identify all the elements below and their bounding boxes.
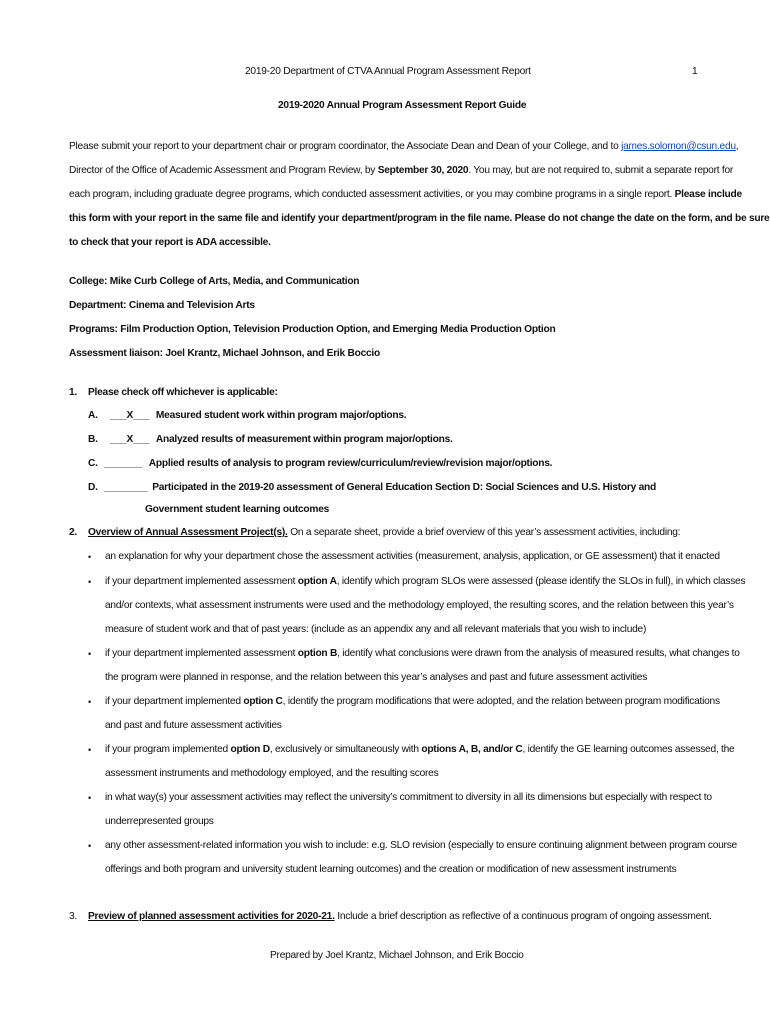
- bullet-3-line-2: the program were planned in response, and the relation between this year’s analyses and past and future assessment activities: [105, 672, 648, 683]
- email-link[interactable]: james.solomon@csun.edu: [621, 141, 736, 152]
- bullet-text: , identify the GE learning outcomes assessed, the: [522, 744, 735, 755]
- intro-line-4: this form with your report in the same file and identify your department/program in the file name. Please do not change the date on the form, and be sure: [69, 213, 770, 224]
- deadline-date: September 30, 2020: [377, 165, 469, 176]
- intro-text: each program, including graduate degree programs, which conducted assessment activities, or you may combine programs in a single report.: [69, 189, 675, 200]
- department-line: Department: Cinema and Television Arts: [69, 300, 255, 311]
- prepared-by-footer: Prepared by Joel Krantz, Michael Johnson, and Erik Boccio: [270, 950, 524, 961]
- running-header: 2019-20 Department of CTVA Annual Program Assessment Report: [245, 66, 531, 77]
- section-1-heading: Please check off whichever is applicable:: [88, 387, 278, 398]
- checklist-item-a: [88, 409, 406, 423]
- bullet-emphasis: options A, B, and/or C: [421, 744, 523, 755]
- intro-line-3: [69, 188, 742, 202]
- section-2-heading-line: [88, 526, 680, 540]
- bullet-3-line-1: [105, 647, 740, 661]
- bullet-7-line-2: offerings and both program and university student learning outcomes) and the creation or modification of new assessment instruments: [105, 864, 677, 875]
- bullet-dot: •: [88, 841, 92, 851]
- section-3-line: [88, 910, 712, 924]
- bullet-dot: •: [88, 552, 92, 562]
- section-2-intro: On a separate sheet, provide a brief overview of this year’s assessment activities, including:: [287, 527, 681, 538]
- bullet-2-line-2: and/or contexts, what assessment instruments were used and the methodology employed, the resulting scores, and the relation between this year’s: [105, 600, 734, 611]
- intro-text: Director of the Office of Academic Assessment and Program Review, by: [69, 165, 378, 176]
- item-text: Participated in the 2019-20 assessment of General Education Section D: Social Sciences and U.S. History and: [152, 482, 656, 493]
- section-3-text: Include a brief description as reflective of a continuous program of ongoing assessment.: [334, 911, 712, 922]
- bullet-text: , identify the program modifications that were adopted, and the relation between program modifications: [282, 696, 720, 707]
- item-letter: B.: [88, 434, 98, 445]
- bullet-text: , identify what conclusions were drawn from the analysis of measured results, what changes to: [337, 648, 740, 659]
- bullet-5-line-2: assessment instruments and methodology employed, and the resulting scores: [105, 768, 439, 779]
- section-3-number: 3.: [69, 911, 77, 922]
- intro-text: Please submit your report to your department chair or program coordinator, the Associate Dean and Dean of your College, and to: [69, 141, 622, 152]
- bullet-5-line-1: [105, 743, 734, 757]
- bullet-text: if your program implemented: [105, 744, 231, 755]
- bullet-text: , identify which program SLOs were assessed (please identify the SLOs in full), in which classes: [336, 576, 746, 587]
- bullet-text: if your department implemented assessment: [105, 648, 298, 659]
- bullet-emphasis: option B: [297, 648, 338, 659]
- check-mark[interactable]: _______: [104, 458, 143, 469]
- bullet-text: , exclusively or simultaneously with: [269, 744, 422, 755]
- bullet-4-line-2: and past and future assessment activities: [105, 720, 282, 731]
- bullet-dot: •: [88, 577, 92, 587]
- checklist-item-d-continuation: Government student learning outcomes: [145, 504, 330, 515]
- check-mark[interactable]: ________: [104, 482, 148, 493]
- item-letter: D.: [88, 482, 98, 493]
- item-text: Analyzed results of measurement within program major/options.: [155, 434, 453, 445]
- bullet-7-line-1: any other assessment-related information you wish to include: e.g. SLO revision (especially to ensure continuing alignment between program course: [105, 840, 737, 851]
- liaison-line: Assessment liaison: Joel Krantz, Michael Johnson, and Erik Boccio: [69, 348, 380, 359]
- page-number: 1: [692, 66, 698, 77]
- intro-emphasis: Please include: [674, 189, 742, 200]
- intro-text: ,: [735, 141, 739, 152]
- section-1-number: 1.: [69, 387, 77, 398]
- intro-line-1: [69, 140, 738, 154]
- bullet-emphasis: option A: [297, 576, 337, 587]
- bullet-6-line-1: in what way(s) your assessment activities may reflect the university’s commitment to diversity in all its dimensions but especially with respect to: [105, 792, 712, 803]
- bullet-dot: •: [88, 745, 92, 755]
- bullet-emphasis: option D: [230, 744, 270, 755]
- intro-line-2: [69, 164, 733, 178]
- item-letter: C.: [88, 458, 98, 469]
- check-mark[interactable]: ___X___: [110, 410, 150, 421]
- checklist-item-b: [88, 433, 453, 447]
- bullet-text: if your department implemented: [105, 696, 244, 707]
- programs-line: Programs: Film Production Option, Television Production Option, and Emerging Media Production Option: [69, 324, 556, 335]
- bullet-dot: •: [88, 793, 92, 803]
- document-title: 2019-2020 Annual Program Assessment Report Guide: [278, 100, 527, 111]
- college-line: College: Mike Curb College of Arts, Media, and Communication: [69, 276, 360, 287]
- bullet-emphasis: option C: [243, 696, 283, 707]
- section-2-number: 2.: [69, 527, 77, 538]
- bullet-dot: •: [88, 697, 92, 707]
- item-text: Applied results of analysis to program review/curriculum/review/revision major/options.: [148, 458, 553, 469]
- bullet-2-line-3: measure of student work and that of past years: (include as an appendix any and all relevant materials that you wish to include): [105, 624, 647, 635]
- section-2-heading: Overview of Annual Assessment Project(s).: [88, 527, 288, 538]
- bullet-dot: •: [88, 649, 92, 659]
- bullet-4-line-1: [105, 695, 720, 709]
- intro-text: . You may, but are not required to, submit a separate report for: [468, 165, 734, 176]
- checklist-item-c: [88, 457, 552, 471]
- item-text: Measured student work within program major/options.: [155, 410, 407, 421]
- bullet-text: if your department implemented assessment: [105, 576, 298, 587]
- intro-line-5: to check that your report is ADA accessible.: [69, 237, 271, 248]
- check-mark[interactable]: ___X___: [110, 434, 150, 445]
- item-letter: A.: [88, 410, 98, 421]
- bullet-1: an explanation for why your department chose the assessment activities (measurement, analysis, application, or GE assessment) that it enacted: [105, 551, 720, 562]
- bullet-2-line-1: [105, 575, 745, 589]
- section-3-heading: Preview of planned assessment activities for 2020-21.: [88, 911, 335, 922]
- checklist-item-d: [88, 481, 656, 495]
- bullet-6-line-2: underrepresented groups: [105, 816, 214, 827]
